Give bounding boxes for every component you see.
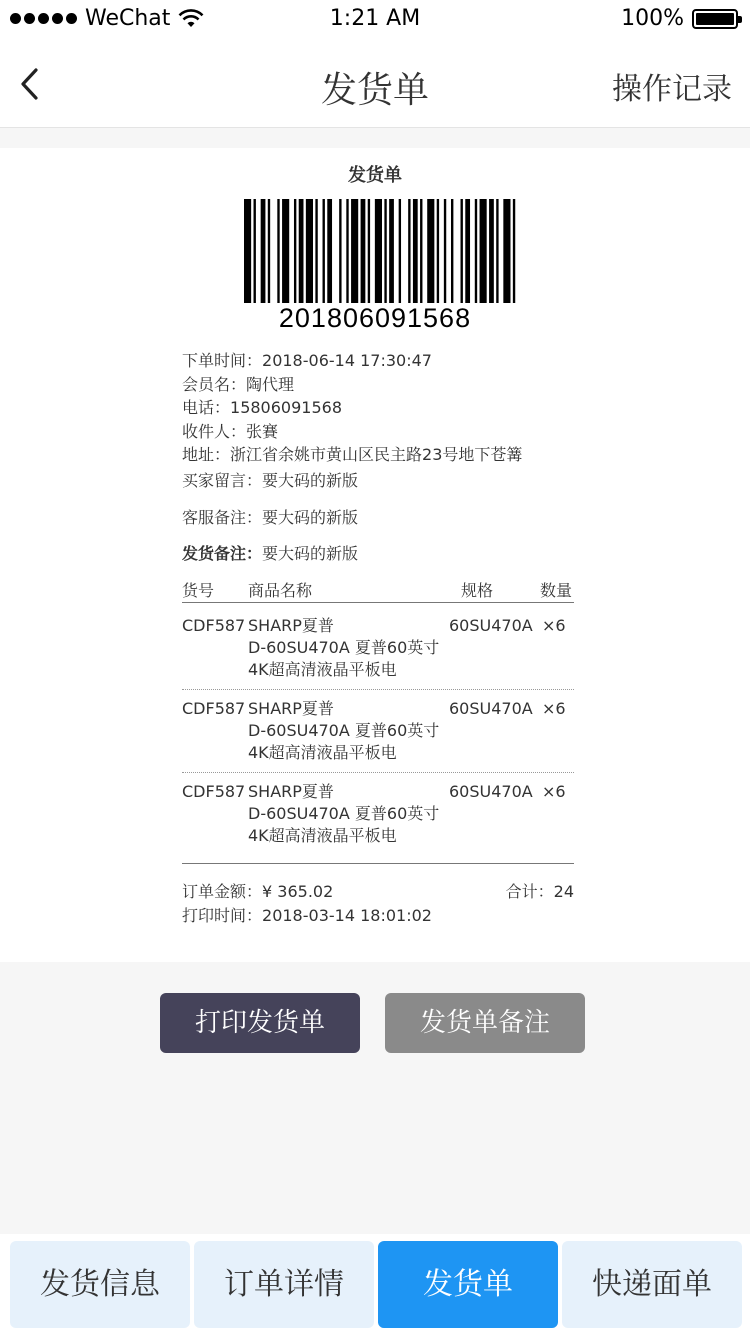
column-qty: 数量 [540,581,573,600]
buyer-note-row [182,469,358,492]
shipping-note-label: 发货备注： [182,544,263,563]
item-code: CDF587 [182,616,246,635]
item-name-line: D-60SU470A 夏普60英寸 [248,721,440,740]
service-note-label: 客服备注： [182,508,263,527]
operation-log-link[interactable]: 操作记录 [612,72,732,107]
barcode-bar [361,199,366,303]
barcode-bar [451,199,453,303]
order-time-row [182,349,432,372]
item-name-line: SHARP夏普 [248,616,334,635]
item-name-line: 4K超高清液晶平板电 [248,660,397,679]
amount-row [182,879,574,902]
status-time: 1:21 AM [329,6,421,31]
item-spec: 60SU470A [449,699,533,718]
service-note-row [182,506,358,529]
barcode-bar [389,199,394,303]
barcode-bar [384,199,386,303]
buyer-note-value: 要大码的新版 [262,471,359,490]
phone-row [182,396,342,419]
nav-bar [0,40,750,128]
total-divider [182,863,574,864]
address-label: 地址： [182,445,231,464]
member-value: 陶代理 [246,375,295,394]
barcode-bar [268,199,270,303]
barcode-bar [294,199,296,303]
item-name [248,698,448,764]
print-time-label: 打印时间： [182,906,263,925]
barcode-bar [315,199,317,303]
column-name: 商品名称 [248,581,313,600]
total-count [506,879,574,902]
address-value: 浙江省余姚市黄山区民主路23号地下苍篝 [230,445,523,464]
barcode-number: 201806091568 [278,303,472,333]
item-name-line: 4K超高清液晶平板电 [248,743,397,762]
order-time-value: 2018-06-14 17:30:47 [262,351,432,370]
item-name-line: D-60SU470A 夏普60英寸 [248,638,440,657]
item-name [248,615,448,681]
barcode-bar [408,199,410,303]
item-spec: 60SU470A [449,616,533,635]
table-row [182,615,574,690]
member-row [182,373,294,396]
barcode-bar [437,199,439,303]
carrier-name: WeChat [85,6,171,31]
column-spec: 规格 [461,581,494,600]
item-qty: ×6 [542,699,566,718]
shipping-note-value: 要大码的新版 [262,544,359,563]
page-title: 发货单 [320,70,429,111]
barcode-bar [339,199,341,303]
tab-order-details[interactable]: 订单详情 [194,1241,374,1328]
barcode-bar [277,199,279,303]
barcode-bar [323,199,325,303]
barcode-bar [465,199,470,303]
phone-label: 电话： [182,398,231,417]
barcode-bar [489,199,494,303]
back-chevron-icon[interactable] [16,64,46,104]
receipt-title: 发货单 [348,165,402,186]
recipient-value: 张賽 [246,422,279,441]
barcode-bar [327,199,332,303]
item-code: CDF587 [182,782,246,801]
barcode-bar [513,199,515,303]
barcode-bar [254,199,256,303]
barcode-bar [496,199,498,303]
status-bar [0,0,750,40]
tab-express-waybill[interactable]: 快递面单 [562,1241,742,1328]
phone-value: 15806091568 [230,398,342,417]
barcode-bar [399,199,401,303]
amount-label: 订单金额： [182,882,263,901]
status-right [621,6,738,31]
barcode-bar [444,199,446,303]
print-shipping-receipt-button[interactable]: 打印发货单 [160,993,360,1053]
total-label: 合计： [505,882,554,901]
print-time-value: 2018-03-14 18:01:02 [262,906,432,925]
amount-value: ¥ 365.02 [262,882,334,901]
address-row [182,443,522,466]
battery-percent: 100% [621,6,684,31]
item-name-line: SHARP夏普 [248,782,334,801]
item-spec: 60SU470A [449,782,533,801]
barcode-bar [346,199,348,303]
shipping-receipt-note-button[interactable]: 发货单备注 [385,993,585,1053]
buyer-note-label: 买家留言： [182,471,263,490]
battery-icon [692,9,738,29]
table-row [182,698,574,773]
service-note-value: 要大码的新版 [262,508,359,527]
order-time-label: 下单时间： [182,351,263,370]
bottom-tab-bar [0,1234,750,1334]
barcode-bar [244,199,251,303]
barcode-bar [368,199,370,303]
shipping-note-row [182,542,358,565]
item-qty: ×6 [542,782,566,801]
barcode-bar [375,199,382,303]
barcode-bar [282,199,289,303]
tab-shipping-receipt[interactable]: 发货单 [378,1241,558,1328]
barcode-bar [475,199,477,303]
barcode-bar [461,199,463,303]
barcode-bar [480,199,487,303]
item-name-line: D-60SU470A 夏普60英寸 [248,804,440,823]
barcode-bar [503,199,510,303]
column-code: 货号 [182,581,215,600]
print-time-row [182,903,574,926]
total-value: 24 [553,882,574,901]
item-name-line: 4K超高清液晶平板电 [248,826,397,845]
recipient-label: 收件人： [182,422,247,441]
barcode-bar [420,199,422,303]
barcode-bar [261,199,266,303]
table-row [182,781,574,856]
barcode-bar [427,199,434,303]
item-name-line: SHARP夏普 [248,699,334,718]
item-code: CDF587 [182,699,246,718]
member-label: 会员名： [182,375,247,394]
barcode-image [244,199,520,303]
items-table-header [182,578,574,603]
shipping-receipt [0,148,750,962]
barcode-bar [306,199,313,303]
item-qty: ×6 [542,616,566,635]
recipient-row [182,420,278,443]
tab-shipping-info[interactable]: 发货信息 [10,1241,190,1328]
barcode-bar [299,199,304,303]
barcode-bar [413,199,418,303]
item-name [248,781,448,847]
barcode-bar [351,199,358,303]
